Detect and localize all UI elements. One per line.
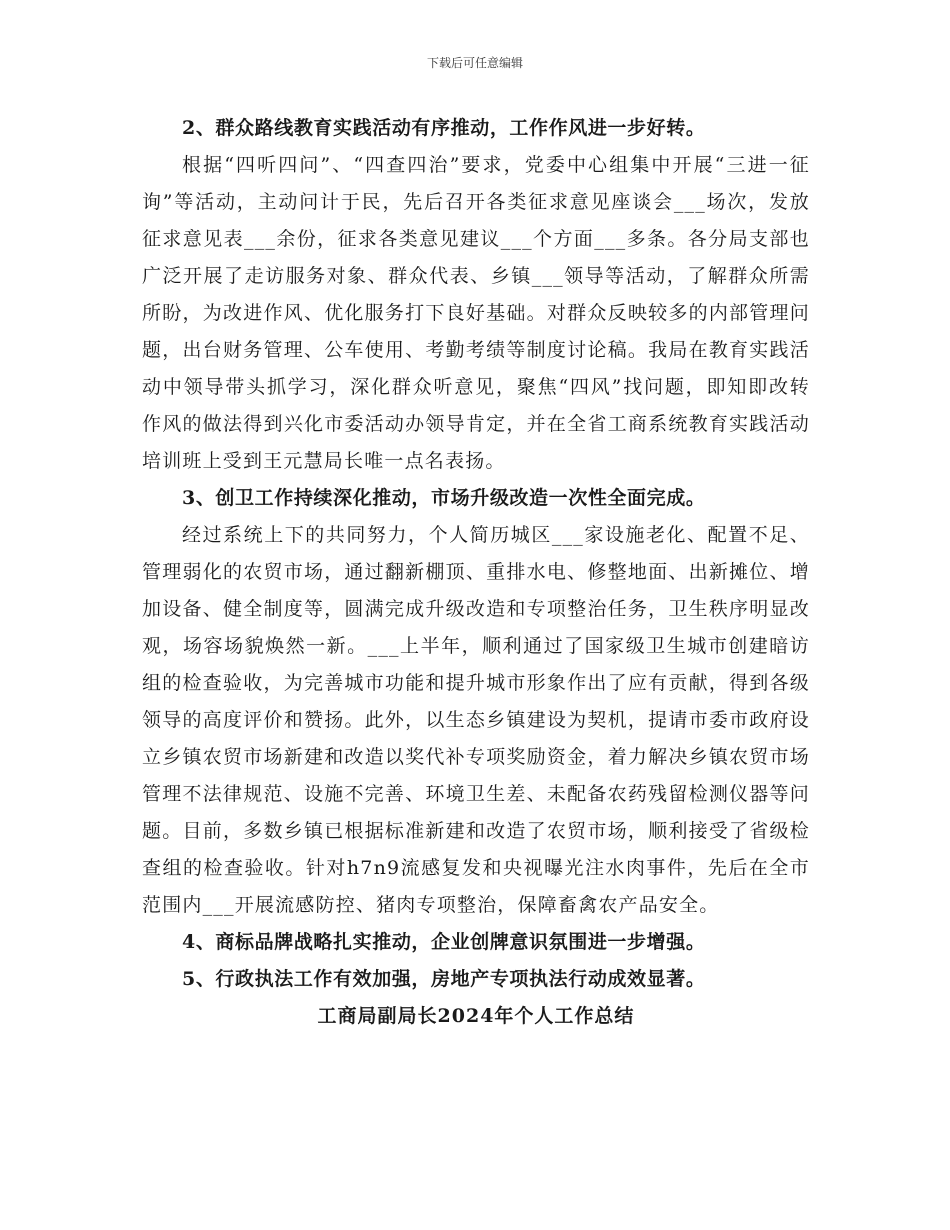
section-5-heading: 5、行政执法工作有效加强，房地产专项执法行动成效显著。	[182, 968, 706, 990]
document-body	[142, 110, 810, 1035]
header-note: 下载后可任意编辑	[426, 56, 523, 70]
section-3-heading: 3、创卫工作持续深化推动，市场升级改造一次性全面完成。	[182, 487, 706, 509]
footer-title: 工商局副局长2024年个人工作总结	[317, 1005, 635, 1027]
section-4-heading: 4、商标品牌战略扎实推动，企业创牌意识氛围进一步增强。	[182, 931, 706, 953]
section-2-heading: 2、群众路线教育实践活动有序推动，工作作风进一步好转。	[182, 117, 706, 139]
section-3-body: 经过系统上下的共同努力，个人简历城区___家设施老化、配置不足、管理弱化的农贸市场，通过翻新棚顶、重排水电、修整地面、出新摊位、增加设备、健全制度等，圆满完成升级改造和专项整治任务，卫生秩序明显改观，场容场貌焕然一新。___上半年，顺利通过了国家级卫生城市创建暗访组的检查验收，为完善城市功能和提升城市形象作出了应有贡献，得到各级领导的高度评价和赞扬。此外，以生态乡镇建设为契机，提请市委市政府设立乡镇农贸市场新建和改造以奖代补专项奖励资金，着力解决乡镇农贸市场管理不法律规范、设施不完善、环境卫生差、未配备农药残留检测仪器等问题。目前，多数乡镇已根据标准新建和改造了农贸市场，顺利接受了省级检查组的检查验收。针对h7n9流感复发和央视曝光注水肉事件，先后在全市范围内___开展流感防控、猪肉专项整治，保障畜禽农产品安全。	[142, 524, 810, 916]
section-2-body: 根据“四听四问”、“四查四治”要求，党委中心组集中开展“三进一征询”等活动，主动问计于民，先后召开各类征求意见座谈会___场次，发放征求意见表___余份，征求各类意见建议___个方面___多条。各分局支部也广泛开展了走访服务对象、群众代表、乡镇___领导等活动，了解群众所需所盼，为改进作风、优化服务打下良好基础。对群众反映较多的内部管理问题，出台财务管理、公车使用、考勤考绩等制度讨论稿。我局在教育实践活动中领导带头抓学习，深化群众听意见，聚焦“四风”找问题，即知即改转作风的做法得到兴化市委活动办领导肯定，并在全省工商系统教育实践活动培训班上受到王元慧局长唯一点名表扬。	[142, 154, 810, 472]
